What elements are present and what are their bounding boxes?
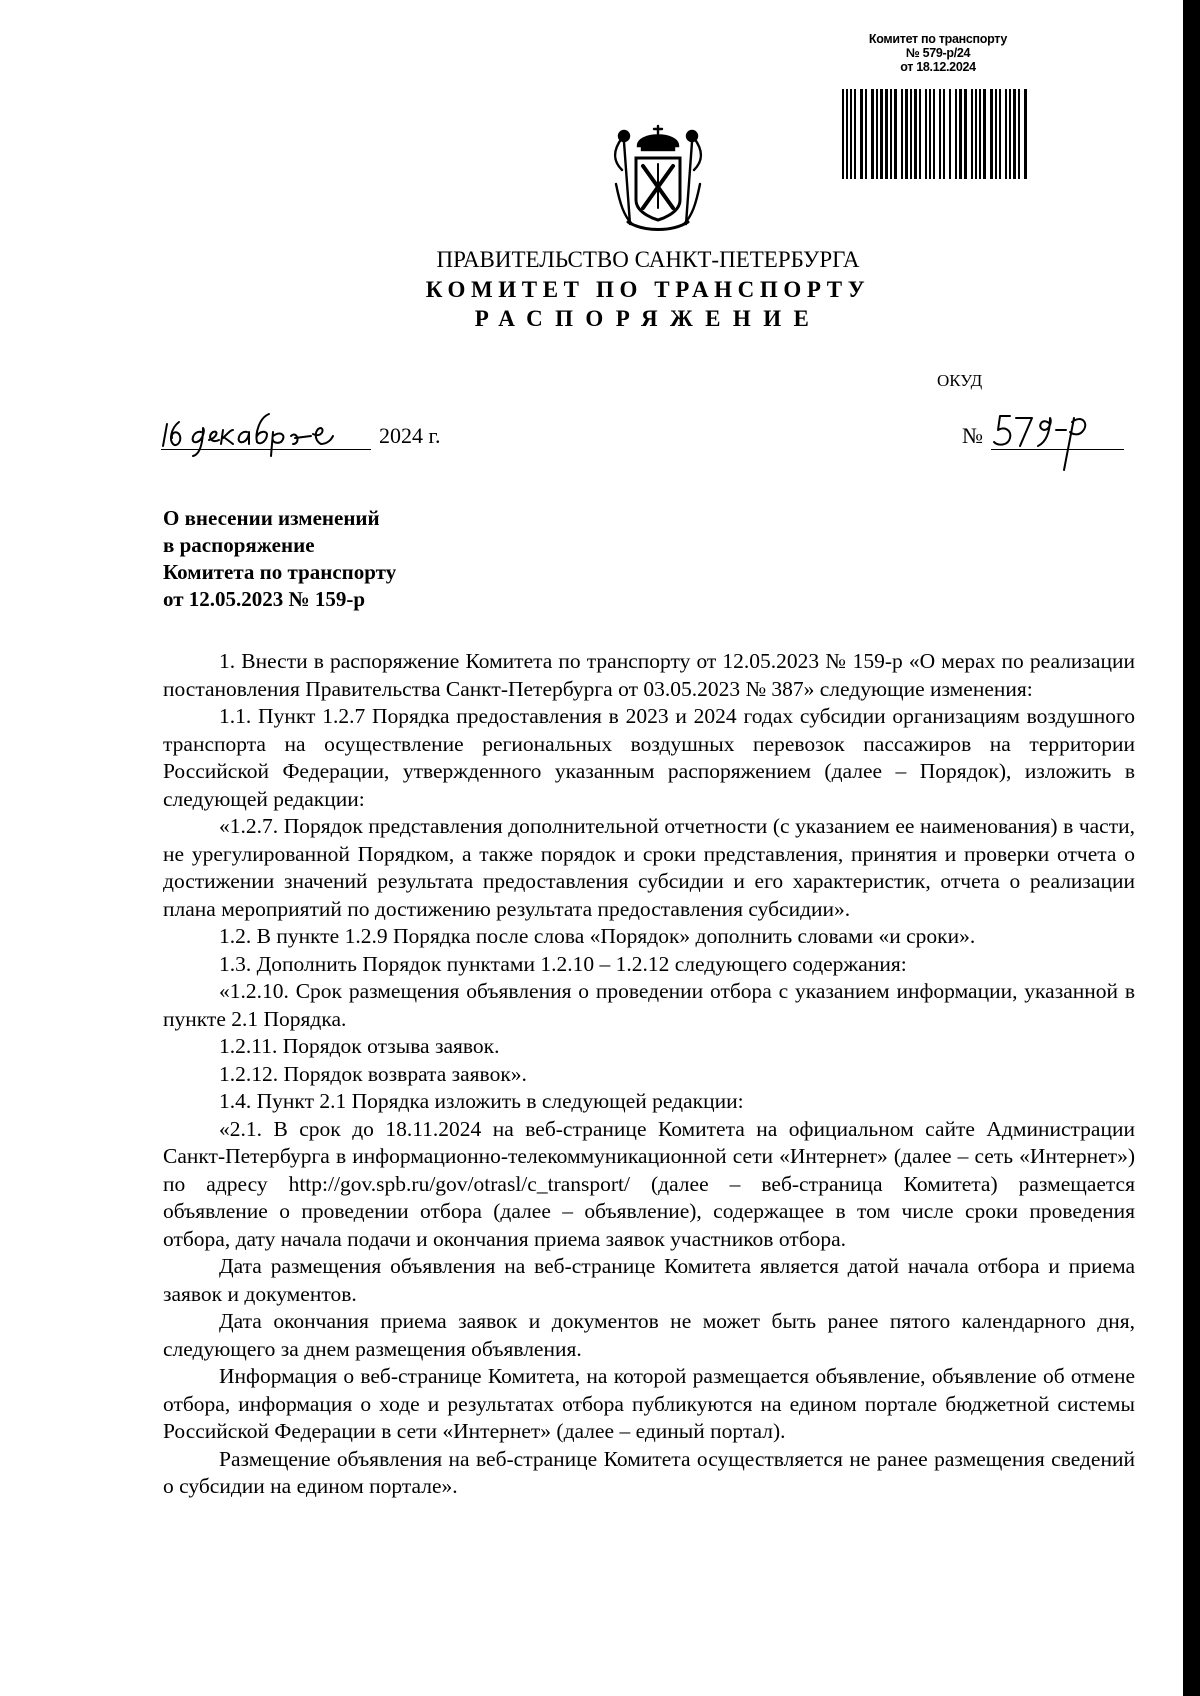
- barcode-bar: [925, 89, 927, 179]
- body-paragraph: 1. Внести в распоряжение Комитета по транспорту от 12.05.2023 № 159-р «О мерах по реализации постановления Правительства Санкт-Петербурга от 03.05.2023 № 387» следующие изменения:: [163, 649, 1135, 701]
- coat-of-arms-emblem: [608, 124, 708, 236]
- barcode-bar: [1018, 89, 1020, 179]
- subject-line: О внесении изменений: [163, 506, 380, 530]
- body-paragraph: 1.2.11. Порядок отзыва заявок.: [219, 1034, 500, 1058]
- barcode: [842, 89, 1030, 179]
- stamp-line-2: № 579-р/24: [905, 46, 971, 60]
- registration-stamp: [838, 32, 1038, 74]
- barcode-bar: [914, 89, 917, 179]
- barcode-bar: [1013, 89, 1016, 179]
- body-paragraph: Дата окончания приема заявок и документов не может быть ранее пятого календарного дня, следующего за днем размещения объявления.: [163, 1309, 1135, 1361]
- document-type-title: РАСПОРЯЖЕНИЕ: [474, 306, 822, 331]
- body-paragraph: Дата размещения объявления на веб-странице Комитета является датой начала отбора и приема заявок и документов.: [163, 1254, 1135, 1306]
- subject-line: в распоряжение: [163, 533, 315, 557]
- body-paragraph: Размещение объявления на веб-странице Комитета осуществляется не ранее размещения сведений о субсидии на едином портале».: [163, 1446, 1135, 1498]
- barcode-bar: [971, 89, 973, 179]
- barcode-bar: [905, 89, 908, 179]
- barcode-bar: [959, 89, 962, 179]
- barcode-bar: [1024, 89, 1027, 179]
- barcode-bar: [860, 89, 863, 179]
- body-paragraph: Информация о веб-странице Комитета, на которой размещается объявление, объявление об отмене отбора, информация о ходе и результатах отбора публикуются на едином портале бюджетной системы Российской Федерации в сети «Интернет» (далее – единый портал).: [163, 1364, 1135, 1443]
- committee-title: КОМИТЕТ ПО ТРАНСПОРТУ: [425, 277, 871, 302]
- number-sign: №: [962, 423, 983, 448]
- barcode-bar: [871, 89, 874, 179]
- government-title: ПРАВИТЕЛЬСТВО САНКТ-ПЕТЕРБУРГА: [436, 247, 860, 272]
- body-paragraph: «1.2.10. Срок размещения объявления о проведении отбора с указанием информации, указанной в пункте 2.1 Порядка.: [163, 979, 1135, 1031]
- barcode-bar: [850, 89, 852, 179]
- body-paragraph: «1.2.7. Порядок представления дополнительной отчетности (с указанием ее наименования) в части, не урегулированной Порядком, а также порядок и сроки представления, принятия и проверки отчета о достижении значений результата предоставления субсидии и его характеристик, отчета о реализации плана мероприятий по достижению результата предоставления субсидии».: [163, 814, 1135, 921]
- body-paragraph: 1.3. Дополнить Порядок пунктами 1.2.10 – 1.2.12 следующего содержания:: [219, 951, 907, 976]
- barcode-bar: [890, 89, 892, 179]
- barcode-bar: [975, 89, 977, 179]
- barcode-bar: [983, 89, 986, 179]
- barcode-bar: [846, 89, 848, 179]
- subject-line: Комитета по транспорту: [163, 560, 397, 584]
- okud-label: ОКУД: [937, 371, 983, 390]
- body-paragraph: 1.4. Пункт 2.1 Порядка изложить в следующей редакции:: [219, 1089, 744, 1113]
- barcode-bar: [939, 89, 941, 179]
- barcode-bar: [990, 89, 993, 179]
- stamp-line-1: Комитет по транспорту: [868, 32, 1008, 46]
- barcode-bar: [876, 89, 878, 179]
- barcode-bar: [901, 89, 903, 179]
- barcode-bar: [854, 89, 856, 179]
- barcode-bar: [865, 89, 867, 179]
- barcode-bar: [995, 89, 997, 179]
- handwritten-number-signature: [992, 410, 1092, 472]
- barcode-bar: [955, 89, 957, 179]
- barcode-bar: [929, 89, 931, 179]
- document-subject: [163, 505, 523, 613]
- number-underline: [991, 449, 1124, 450]
- barcode-bar: [943, 89, 945, 179]
- subject-line: от 12.05.2023 № 159-р: [163, 587, 366, 611]
- barcode-bar: [919, 89, 921, 179]
- barcode-bar: [1009, 89, 1011, 179]
- date-underline: [161, 449, 371, 450]
- barcode-bar: [999, 89, 1001, 179]
- barcode-bar: [885, 89, 888, 179]
- stamp-line-3: от 18.12.2024: [900, 60, 976, 74]
- barcode-bar: [894, 89, 897, 179]
- barcode-bar: [979, 89, 981, 179]
- document-body: [163, 648, 1135, 1501]
- barcode-bar: [910, 89, 912, 179]
- body-paragraph: 1.2.12. Порядок возврата заявок».: [219, 1061, 527, 1086]
- date-year: 2024 г.: [379, 423, 441, 448]
- handwritten-date-signature: [161, 410, 373, 460]
- barcode-bar: [933, 89, 935, 179]
- barcode-bar: [964, 89, 967, 179]
- body-paragraph: 1.1. Пункт 1.2.7 Порядка предоставления в 2023 и 2024 годах субсидии организациям воздушного транспорта на осуществление региональных воздушных перевозок пассажиров на территории Российской Федерации, утвержденного указанным распоряжением (далее – Порядок), изложить в следующей редакции:: [163, 704, 1135, 811]
- body-paragraph: 1.2. В пункте 1.2.9 Порядка после слова «Порядок» дополнить словами «и сроки».: [219, 924, 976, 948]
- barcode-bar: [1005, 89, 1007, 179]
- body-paragraph: «2.1. В срок до 18.11.2024 на веб-странице Комитета на официальном сайте Администрации Санкт-Петербурга в информационно-телекоммуникационной сети «Интернет» (далее – сеть «Интернет») по адресу http://gov.spb.ru/gov/otrasl/c_transport/ (далее – веб-страница Комитета) размещается объявление о проведении отбора (далее – объявление), содержащее в том числе сроки проведения отбора, дату начала подачи и окончания приема заявок участников отбора.: [163, 1116, 1135, 1251]
- barcode-bar: [842, 89, 844, 179]
- barcode-bar: [949, 89, 951, 179]
- barcode-bar: [880, 89, 883, 179]
